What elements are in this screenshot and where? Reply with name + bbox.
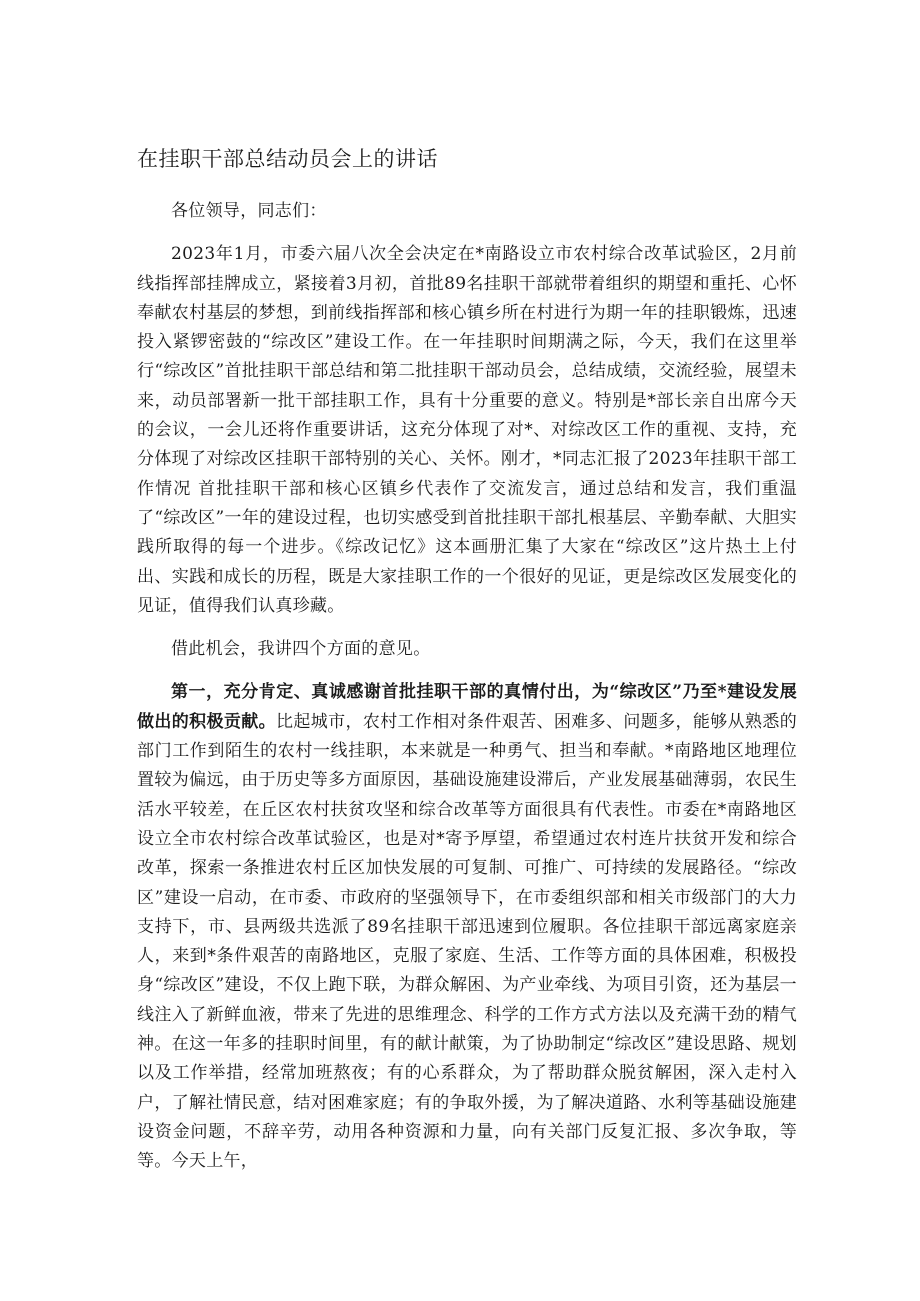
paragraph-2: 借此机会，我讲四个方面的意见。 [171, 639, 431, 660]
paragraph-1: 2023年1月，市委六届八次全会决定在*南路设立市农村综合改革试验区，2月前线指挥部挂牌成立，紧接着3月初，首批89名挂职干部就带着组织的期望和重托、心怀奉献农村基层的梦想，到前线指挥部和核心镇乡所在村进行为期一年的挂职锻炼，迅速投入紧锣密鼓的“综改区”建设工作。在一年挂职时间期满之际，今天，我们在这里举行“综改区”首批挂职干部总结和第二批挂职干部动员会，总结成绩，交流经验，展望未来，动员部署新一批干部挂职工作，具有十分重要的意义。特别是*部长亲自出席今天的会议，一会儿还将作重要讲话，这充分体现了对*、对综改区工作的重视、支持，充分体现了对综改区挂职干部特别的关心、关怀。刚才，*同志汇报了2023年挂职干部工作情况 首批挂职干部和核心区镇乡代表作了交流发言，通过总结和发言，我们重温了“综改区”一年的建设过程，也切实感受到首批挂职干部扎根基层、辛勤奉献、大胆实践所取得的每一个进步。《综改记忆》这本画册汇集了大家在“综改区”这片热土上付出、实践和成长的历程，既是大家挂职工作的一个很好的见证，更是综改区发展变化的见证，值得我们认真珍藏。 [137, 244, 797, 616]
section-heading-first: 第一，充分肯定、真诚感谢首批挂职干部的真情付出，为“综改区”乃至*建设发展做出的积极贡献。 [137, 682, 797, 732]
document-body [137, 197, 797, 1191]
salutation: 各位领导，同志们： [171, 201, 327, 221]
paragraph-3 [137, 678, 797, 1176]
document-title: 在挂职干部总结动员会上的讲话 [137, 147, 438, 171]
paragraph-3-body: 比起城市，农村工作相对条件艰苦、困难多、问题多，能够从熟悉的部门工作到陌生的农村一线挂职，本来就是一种勇气、担当和奉献。*南路地区地理位置较为偏远，由于历史等多方面原因，基础设施建设滞后，产业发展基础薄弱，农民生活水平较差，在丘区农村扶贫攻坚和综合改革等方面很具有代表性。市委在*南路地区设立全市农村综合改革试验区，也是对*寄予厚望，希望通过农村连片扶贫开发和综合改革，探索一条推进农村丘区加快发展的可复制、可推广、可持续的发展路径。“综改区”建设一启动，在市委、市政府的坚强领导下，在市委组织部和相关市级部门的大力支持下，市、县两级共选派了89名挂职干部迅速到位履职。各位挂职干部远离家庭亲人，来到*条件艰苦的南路地区，克服了家庭、生活、工作等方面的具体困难，积极投身“综改区”建设，不仅上跑下联，为群众解困、为产业牵线、为项目引资，还为基层一线注入了新鲜血液，带来了先进的思维理念、科学的工作方式方法以及充满干劲的精气神。在这一年多的挂职时间里，有的献计献策，为了协助制定“综改区”建设思路、规划以及工作举措，经常加班熬夜；有的心系群众，为了帮助群众脱贫解困，深入走村入户，了解社情民意，结对困难家庭；有的争取外援，为了解决道路、水利等基础设施建设资金问题，不辞辛劳，动用各种资源和力量，向有关部门反复汇报、多次争取，等等。今天上午， [137, 711, 797, 1172]
